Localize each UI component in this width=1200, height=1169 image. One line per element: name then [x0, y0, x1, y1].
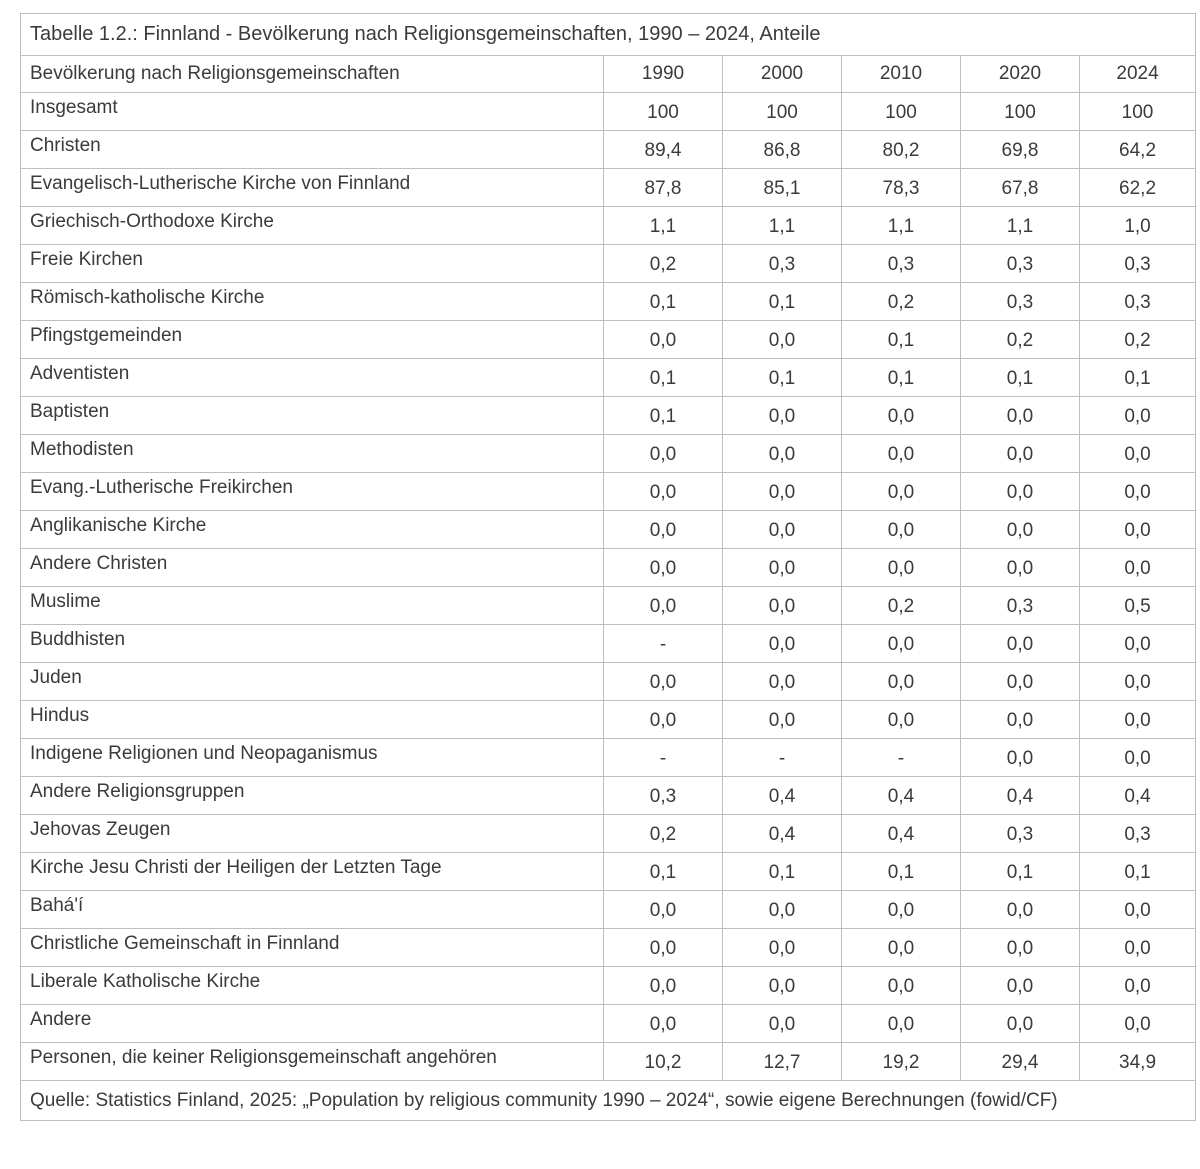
- year-header-cell: 2024: [1080, 56, 1196, 93]
- table-row: [21, 739, 1196, 777]
- value-cell: 0,0: [842, 625, 961, 663]
- table-row: [21, 1043, 1196, 1081]
- value-cell: 0,0: [842, 473, 961, 511]
- value-cell: 0,0: [961, 663, 1080, 701]
- value-cell: 0,0: [723, 321, 842, 359]
- table-row: [21, 245, 1196, 283]
- document-table-container: [20, 13, 1196, 1121]
- value-cell: 0,0: [604, 473, 723, 511]
- value-cell: 0,0: [1080, 929, 1196, 967]
- table-row: [21, 283, 1196, 321]
- row-label-cell: Personen, die keiner Religionsgemeinschaft angehören: [21, 1043, 604, 1081]
- value-cell: 0,2: [842, 587, 961, 625]
- value-cell: 0,1: [604, 283, 723, 321]
- value-cell: 0,0: [604, 321, 723, 359]
- table-row: [21, 625, 1196, 663]
- value-cell: 0,4: [961, 777, 1080, 815]
- value-cell: 29,4: [961, 1043, 1080, 1081]
- table-row: [21, 397, 1196, 435]
- value-cell: 0,0: [1080, 739, 1196, 777]
- value-cell: 0,0: [723, 663, 842, 701]
- table-row: [21, 435, 1196, 473]
- value-cell: 0,1: [961, 359, 1080, 397]
- table-row: [21, 359, 1196, 397]
- row-label-cell: Hindus: [21, 701, 604, 739]
- value-cell: 78,3: [842, 169, 961, 207]
- value-cell: 0,0: [1080, 435, 1196, 473]
- value-cell: 12,7: [723, 1043, 842, 1081]
- row-label-cell: Kirche Jesu Christi der Heiligen der Letzten Tage: [21, 853, 604, 891]
- value-cell: 19,2: [842, 1043, 961, 1081]
- row-label-cell: Methodisten: [21, 435, 604, 473]
- value-cell: 69,8: [961, 131, 1080, 169]
- value-cell: 0,0: [1080, 663, 1196, 701]
- value-cell: 1,1: [961, 207, 1080, 245]
- value-cell: 0,0: [842, 891, 961, 929]
- value-cell: 0,3: [961, 587, 1080, 625]
- row-label-cell: Liberale Katholische Kirche: [21, 967, 604, 1005]
- table-title: Tabelle 1.2.: Finnland - Bevölkerung nach Religionsgemeinschaften, 1990 – 2024, Anteile: [21, 14, 1196, 56]
- value-cell: 0,0: [1080, 511, 1196, 549]
- value-cell: 0,0: [604, 929, 723, 967]
- value-cell: 1,0: [1080, 207, 1196, 245]
- value-cell: 0,1: [604, 853, 723, 891]
- value-cell: 0,4: [842, 815, 961, 853]
- row-label-cell: Jehovas Zeugen: [21, 815, 604, 853]
- value-cell: 0,1: [842, 321, 961, 359]
- year-header-cell: 2010: [842, 56, 961, 93]
- value-cell: 0,1: [604, 359, 723, 397]
- value-cell: 0,1: [1080, 853, 1196, 891]
- value-cell: 0,2: [1080, 321, 1196, 359]
- value-cell: 0,0: [961, 929, 1080, 967]
- table-header-row: [21, 56, 1196, 93]
- table-row: [21, 587, 1196, 625]
- row-label-cell: Evangelisch-Lutherische Kirche von Finnland: [21, 169, 604, 207]
- value-cell: 0,0: [723, 435, 842, 473]
- value-cell: 100: [842, 93, 961, 131]
- value-cell: 0,2: [961, 321, 1080, 359]
- value-cell: 0,3: [961, 815, 1080, 853]
- value-cell: 100: [961, 93, 1080, 131]
- value-cell: 62,2: [1080, 169, 1196, 207]
- value-cell: 0,3: [1080, 815, 1196, 853]
- year-header-cell: 2020: [961, 56, 1080, 93]
- value-cell: 0,3: [961, 245, 1080, 283]
- table-row: [21, 93, 1196, 131]
- row-label-cell: Buddhisten: [21, 625, 604, 663]
- value-cell: 0,2: [842, 283, 961, 321]
- value-cell: 0,0: [604, 435, 723, 473]
- value-cell: 0,0: [723, 397, 842, 435]
- value-cell: 67,8: [961, 169, 1080, 207]
- row-label-cell: Indigene Religionen und Neopaganismus: [21, 739, 604, 777]
- value-cell: 34,9: [1080, 1043, 1196, 1081]
- value-cell: 0,3: [842, 245, 961, 283]
- row-label-cell: Freie Kirchen: [21, 245, 604, 283]
- value-cell: 0,0: [961, 473, 1080, 511]
- value-cell: 0,0: [961, 739, 1080, 777]
- value-cell: 0,0: [604, 891, 723, 929]
- value-cell: 0,4: [1080, 777, 1196, 815]
- value-cell: 0,5: [1080, 587, 1196, 625]
- value-cell: 0,0: [842, 929, 961, 967]
- row-label-cell: Griechisch-Orthodoxe Kirche: [21, 207, 604, 245]
- row-label-cell: Römisch-katholische Kirche: [21, 283, 604, 321]
- value-cell: 0,0: [1080, 625, 1196, 663]
- year-header-cell: 1990: [604, 56, 723, 93]
- value-cell: 0,0: [604, 701, 723, 739]
- value-cell: 1,1: [723, 207, 842, 245]
- row-label-cell: Anglikanische Kirche: [21, 511, 604, 549]
- row-label-cell: Christen: [21, 131, 604, 169]
- value-cell: 0,0: [604, 587, 723, 625]
- value-cell: 0,0: [842, 663, 961, 701]
- value-cell: 0,0: [1080, 473, 1196, 511]
- table-row: [21, 549, 1196, 587]
- value-cell: 0,0: [842, 549, 961, 587]
- value-cell: 64,2: [1080, 131, 1196, 169]
- value-cell: 0,0: [723, 625, 842, 663]
- value-cell: 0,0: [723, 511, 842, 549]
- value-cell: 0,0: [842, 1005, 961, 1043]
- table-row: [21, 815, 1196, 853]
- value-cell: 0,0: [842, 435, 961, 473]
- value-cell: 0,0: [723, 1005, 842, 1043]
- value-cell: 85,1: [723, 169, 842, 207]
- source-note: Quelle: Statistics Finland, 2025: „Population by religious community 1990 – 2024“, sowie eigene Berechnungen (fowid/CF): [21, 1081, 1196, 1121]
- row-label-cell: Bahá'í: [21, 891, 604, 929]
- value-cell: 0,0: [961, 435, 1080, 473]
- value-cell: 0,0: [723, 701, 842, 739]
- value-cell: -: [604, 739, 723, 777]
- value-cell: 0,0: [961, 397, 1080, 435]
- value-cell: 0,0: [1080, 701, 1196, 739]
- value-cell: -: [842, 739, 961, 777]
- table-row: [21, 777, 1196, 815]
- value-cell: 0,4: [723, 777, 842, 815]
- value-cell: 0,0: [723, 929, 842, 967]
- value-cell: 0,1: [723, 853, 842, 891]
- source-row: [21, 1081, 1196, 1121]
- table-row: [21, 169, 1196, 207]
- value-cell: 89,4: [604, 131, 723, 169]
- table-row: [21, 131, 1196, 169]
- value-cell: 0,1: [842, 853, 961, 891]
- value-cell: 0,0: [723, 473, 842, 511]
- header-label-cell: Bevölkerung nach Religionsgemeinschaften: [21, 56, 604, 93]
- value-cell: 0,4: [842, 777, 961, 815]
- row-label-cell: Christliche Gemeinschaft in Finnland: [21, 929, 604, 967]
- value-cell: 0,0: [604, 1005, 723, 1043]
- value-cell: 0,3: [1080, 245, 1196, 283]
- value-cell: -: [723, 739, 842, 777]
- value-cell: 0,0: [604, 549, 723, 587]
- value-cell: 0,3: [961, 283, 1080, 321]
- row-label-cell: Andere Christen: [21, 549, 604, 587]
- value-cell: 87,8: [604, 169, 723, 207]
- value-cell: 0,1: [723, 359, 842, 397]
- value-cell: 0,2: [604, 815, 723, 853]
- table-body: [21, 93, 1196, 1081]
- value-cell: 0,1: [961, 853, 1080, 891]
- value-cell: 0,0: [961, 511, 1080, 549]
- value-cell: 10,2: [604, 1043, 723, 1081]
- value-cell: 0,0: [723, 587, 842, 625]
- table-row: [21, 473, 1196, 511]
- table-row: [21, 511, 1196, 549]
- value-cell: 0,0: [961, 891, 1080, 929]
- value-cell: -: [604, 625, 723, 663]
- value-cell: 0,0: [1080, 967, 1196, 1005]
- table-row: [21, 663, 1196, 701]
- row-label-cell: Adventisten: [21, 359, 604, 397]
- row-label-cell: Andere Religionsgruppen: [21, 777, 604, 815]
- value-cell: 0,0: [1080, 549, 1196, 587]
- value-cell: 100: [1080, 93, 1196, 131]
- table-row: [21, 1005, 1196, 1043]
- value-cell: 0,0: [842, 511, 961, 549]
- value-cell: 86,8: [723, 131, 842, 169]
- year-header-cell: 2000: [723, 56, 842, 93]
- table-title-row: [21, 14, 1196, 56]
- row-label-cell: Insgesamt: [21, 93, 604, 131]
- value-cell: 0,2: [604, 245, 723, 283]
- value-cell: 0,4: [723, 815, 842, 853]
- value-cell: 0,0: [723, 549, 842, 587]
- value-cell: 0,1: [723, 283, 842, 321]
- value-cell: 100: [604, 93, 723, 131]
- value-cell: 0,1: [842, 359, 961, 397]
- value-cell: 0,1: [1080, 359, 1196, 397]
- table-row: [21, 853, 1196, 891]
- value-cell: 0,0: [961, 549, 1080, 587]
- value-cell: 0,0: [961, 1005, 1080, 1043]
- table-row: [21, 929, 1196, 967]
- value-cell: 0,0: [604, 967, 723, 1005]
- value-cell: 0,0: [1080, 891, 1196, 929]
- value-cell: 0,0: [842, 397, 961, 435]
- value-cell: 0,0: [842, 701, 961, 739]
- value-cell: 1,1: [604, 207, 723, 245]
- row-label-cell: Baptisten: [21, 397, 604, 435]
- row-label-cell: Andere: [21, 1005, 604, 1043]
- value-cell: 1,1: [842, 207, 961, 245]
- value-cell: 80,2: [842, 131, 961, 169]
- table-row: [21, 967, 1196, 1005]
- value-cell: 0,3: [723, 245, 842, 283]
- table-row: [21, 891, 1196, 929]
- value-cell: 0,0: [1080, 397, 1196, 435]
- value-cell: 0,0: [723, 967, 842, 1005]
- table-row: [21, 321, 1196, 359]
- value-cell: 0,1: [604, 397, 723, 435]
- value-cell: 0,3: [1080, 283, 1196, 321]
- value-cell: 0,3: [604, 777, 723, 815]
- row-label-cell: Juden: [21, 663, 604, 701]
- value-cell: 0,0: [604, 663, 723, 701]
- value-cell: 0,0: [961, 967, 1080, 1005]
- value-cell: 0,0: [961, 625, 1080, 663]
- religion-communities-table: [20, 13, 1196, 1121]
- value-cell: 0,0: [723, 891, 842, 929]
- row-label-cell: Pfingstgemeinden: [21, 321, 604, 359]
- table-row: [21, 701, 1196, 739]
- table-row: [21, 207, 1196, 245]
- value-cell: 0,0: [842, 967, 961, 1005]
- value-cell: 100: [723, 93, 842, 131]
- value-cell: 0,0: [961, 701, 1080, 739]
- value-cell: 0,0: [604, 511, 723, 549]
- row-label-cell: Evang.-Lutherische Freikirchen: [21, 473, 604, 511]
- row-label-cell: Muslime: [21, 587, 604, 625]
- value-cell: 0,0: [1080, 1005, 1196, 1043]
